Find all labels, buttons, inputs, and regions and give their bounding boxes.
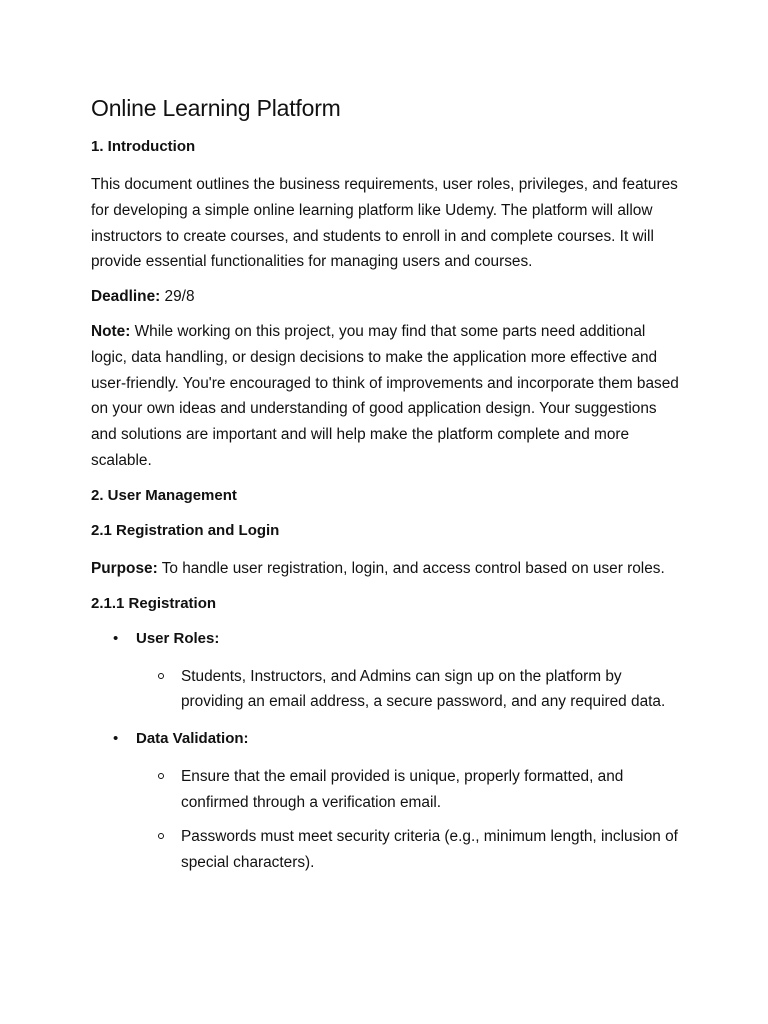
- deadline-line: [91, 284, 683, 310]
- section-heading-introduction: 1. Introduction: [91, 138, 196, 155]
- sublist-item: [136, 764, 683, 816]
- note-paragraph: [91, 319, 683, 474]
- list-item-data-validation: [91, 729, 683, 875]
- sublist-item-text: Passwords must meet security criteria (e.g., minimum length, inclusion of special characters).: [181, 827, 678, 871]
- section-heading-registration-login: 2.1 Registration and Login: [91, 521, 280, 539]
- note-text: While working on this project, you may find that some parts need additional logic, data handling, or design decisions to make the application more effective and user-friendly. You're encouraged to think of improvements and incorporate them based on your own ideas and understanding of good application design. Your suggestions and solutions are important and will help make the platform complete and more scalable.: [91, 322, 679, 469]
- sublist-data-validation: [136, 764, 683, 875]
- introduction-paragraph: This document outlines the business requirements, user roles, privileges, and features for developing a simple online learning platform like Udemy. The platform will allow instructors to create courses, and students to enroll in and complete courses. It will provide essential functionalities for managing users and courses.: [91, 176, 678, 271]
- sublist-item: [136, 664, 683, 716]
- sublist-item: [136, 824, 683, 876]
- bullet-icon: •: [113, 629, 119, 647]
- document-content: [91, 92, 683, 889]
- section-heading-registration: 2.1.1 Registration: [91, 594, 217, 612]
- bullet-icon: •: [113, 730, 119, 748]
- deadline-label: Deadline:: [91, 288, 161, 306]
- purpose-paragraph: [91, 556, 683, 582]
- sublist-user-roles: [136, 664, 683, 716]
- document-title: Online Learning Platform: [91, 95, 341, 121]
- hollow-bullet-icon: [158, 773, 164, 779]
- list-item-label: User Roles:: [136, 629, 220, 647]
- list-item-user-roles: [91, 629, 683, 716]
- section-heading-user-management: 2. User Management: [91, 486, 237, 504]
- hollow-bullet-icon: [158, 833, 164, 839]
- sublist-item-text: Students, Instructors, and Admins can sign up on the platform by providing an email address, a secure password, and any required data.: [181, 667, 666, 711]
- purpose-text: To handle user registration, login, and access control based on user roles.: [157, 559, 665, 577]
- sublist-item-text: Ensure that the email provided is unique, properly formatted, and confirmed through a verification email.: [181, 768, 624, 811]
- note-label: Note:: [91, 322, 131, 340]
- list-item-label: Data Validation:: [136, 730, 249, 748]
- requirements-list: [91, 629, 683, 876]
- purpose-label: Purpose:: [91, 559, 158, 577]
- hollow-bullet-icon: [158, 673, 164, 679]
- deadline-value: 29/8: [160, 288, 195, 306]
